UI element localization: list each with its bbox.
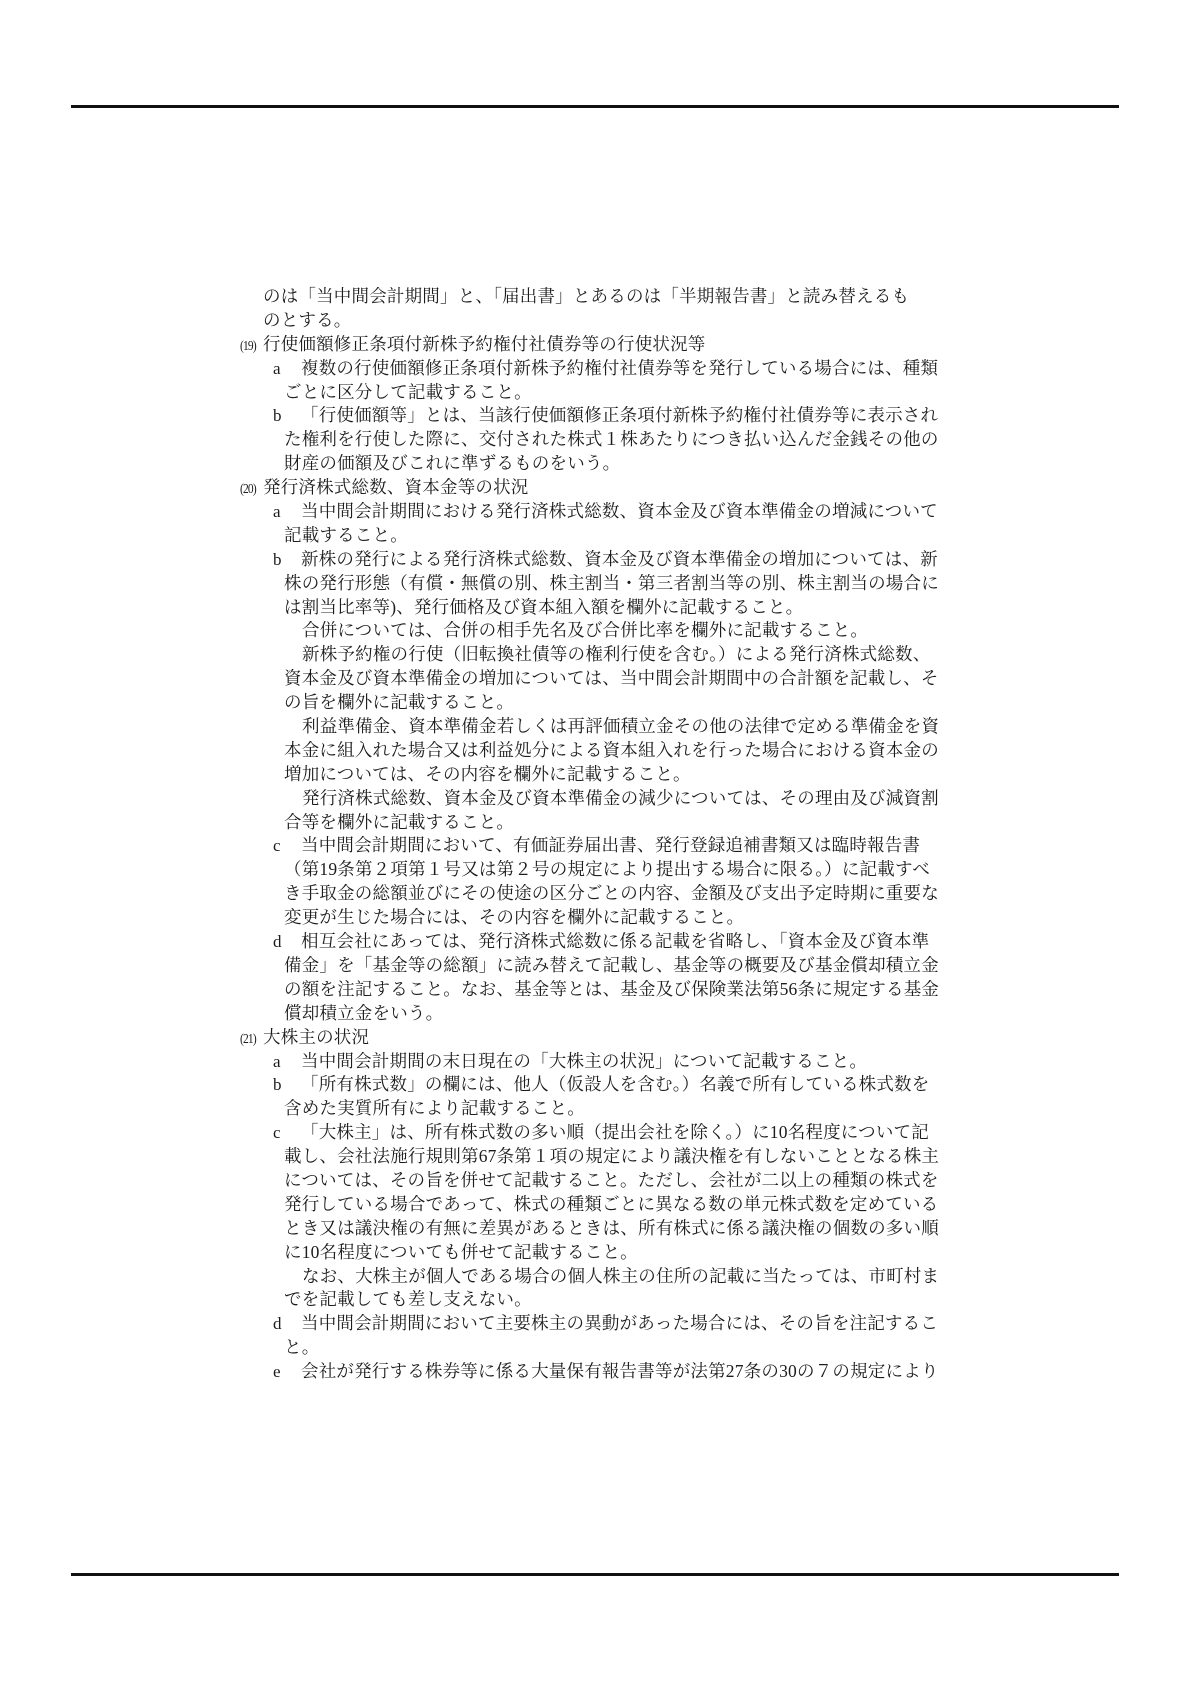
text-line xyxy=(0,1360,1192,1384)
text-line-content: 資本金及び資本準備金の増加については、当中間会計期間中の合計額を記載し、そ xyxy=(284,668,939,689)
sub-item-letter: e xyxy=(273,1362,281,1382)
sub-item-letter: d xyxy=(273,1314,282,1334)
sub-item-letter: b xyxy=(273,1075,282,1095)
text-line-content: 会社が発行する株券等に係る大量保有報告書等が法第27条の30の７の規定により xyxy=(301,1361,939,1382)
text-line xyxy=(0,1073,1192,1097)
text-line xyxy=(0,428,1192,452)
text-line xyxy=(0,285,1192,309)
text-line-content: 新株の発行による発行済株式総数、資本金及び資本準備金の増加については、新 xyxy=(301,548,938,569)
text-line-content: の旨を欄外に記載すること。 xyxy=(284,692,515,713)
text-line xyxy=(0,1312,1192,1336)
sub-item-letter: a xyxy=(273,358,281,378)
text-line-content: 複数の行使価額修正条項付新株予約権付社債券等を発行している場合には、種類 xyxy=(301,357,939,378)
text-line xyxy=(0,1169,1192,1193)
text-line xyxy=(0,357,1192,381)
sub-item-letter: a xyxy=(273,502,281,522)
text-line-content: の額を注記すること。なお、基金等とは、基金及び保険業法第56条に規定する基金 xyxy=(284,978,940,999)
page-top-rule xyxy=(71,105,1119,108)
text-line xyxy=(0,834,1192,858)
text-line-content: とき又は議決権の有無に差異があるときは、所有株式に係る議決権の個数の多い順 xyxy=(284,1217,939,1238)
text-line-content: は割当比率等)、発行価格及び資本組入額を欄外に記載すること。 xyxy=(284,596,804,617)
sub-item-letter: c xyxy=(273,836,281,856)
text-line xyxy=(0,882,1192,906)
text-line-content: 大株主の状況 xyxy=(263,1026,370,1047)
text-line xyxy=(0,954,1192,978)
text-line-content: 合等を欄外に記載すること。 xyxy=(284,811,515,832)
item-number: (19) xyxy=(240,338,256,354)
sub-item-letter: b xyxy=(273,406,282,426)
text-line xyxy=(0,1336,1192,1360)
sub-item-letter: c xyxy=(273,1123,281,1143)
text-line xyxy=(0,906,1192,930)
text-line-content: でを記載しても差し支えない。 xyxy=(284,1289,532,1310)
text-line-content: 株の発行形態（有償・無償の別、株主割当・第三者割当等の別、株主割当の場合に xyxy=(284,572,939,593)
text-line-content: 新株予約権の行使（旧転換社債等の権利行使を含む。）による発行済株式総数、 xyxy=(302,644,931,665)
text-line xyxy=(0,739,1192,763)
text-line xyxy=(0,715,1192,739)
text-line xyxy=(0,548,1192,572)
page-bottom-rule xyxy=(71,1573,1119,1576)
text-line xyxy=(0,858,1192,882)
text-line-content: 変更が生じた場合には、その内容を欄外に記載すること。 xyxy=(284,907,745,928)
sub-item-letter: d xyxy=(273,932,282,952)
text-line xyxy=(0,1265,1192,1289)
text-line-content: 発行済株式総数、資本金等の状況 xyxy=(263,477,529,498)
text-line-content: 当中間会計期間において、有価証券届出書、発行登録追補書類又は臨時報告書 xyxy=(301,835,921,856)
text-line xyxy=(0,667,1192,691)
text-line xyxy=(0,1097,1192,1121)
text-line-content: 「所有株式数」の欄には、他人（仮設人を含む。）名義で所有している株式数を xyxy=(301,1074,930,1095)
text-line-content: と。 xyxy=(284,1337,320,1358)
text-line xyxy=(0,476,1192,500)
sub-item-letter: a xyxy=(273,1051,281,1071)
text-line xyxy=(0,596,1192,620)
text-line xyxy=(0,381,1192,405)
text-line xyxy=(0,1145,1192,1169)
text-line xyxy=(0,1217,1192,1241)
text-line xyxy=(0,1121,1192,1145)
text-line-content: 当中間会計期間の末日現在の「大株主の状況」について記載すること。 xyxy=(301,1050,868,1071)
text-line-content: 載し、会社法施行規則第67条第１項の規定により議決権を有しないこととなる株主 xyxy=(284,1146,940,1167)
text-line-content: 発行している場合であって、株式の種類ごとに異なる数の単元株式数を定めている xyxy=(284,1193,939,1214)
text-line-content: （第19条第２項第１号又は第２号の規定により提出する場合に限る。）に記載すべ xyxy=(284,859,930,880)
text-line xyxy=(0,619,1192,643)
text-line xyxy=(0,309,1192,333)
text-line-content: 増加については、その内容を欄外に記載すること。 xyxy=(284,763,691,784)
text-line xyxy=(0,811,1192,835)
text-line-content: については、その旨を併せて記載すること。ただし、会社が二以上の種類の株式を xyxy=(284,1169,939,1190)
text-line-content: た権利を行使した際に、交付された株式１株あたりにつき払い込んだ金銭その他の xyxy=(284,429,939,450)
text-line-content: 当中間会計期間における発行済株式総数、資本金及び資本準備金の増減について xyxy=(301,501,938,522)
text-line-content: のは「当中間会計期間」と、「届出書」とあるのは「半期報告書」と読み替えるも xyxy=(263,286,910,306)
text-line xyxy=(0,572,1192,596)
text-line-content: 合併については、合併の相手先名及び合併比率を欄外に記載すること。 xyxy=(302,620,869,641)
text-line-content: 当中間会計期間において主要株主の異動があった場合には、その旨を注記するこ xyxy=(301,1313,939,1334)
text-line xyxy=(0,452,1192,476)
text-line-content: ごとに区分して記載すること。 xyxy=(284,381,532,402)
text-line-content: 本金に組入れた場合又は利益処分による資本組入れを行った場合における資本金の xyxy=(284,739,939,760)
text-line-content: 財産の価額及びこれに準ずるものをいう。 xyxy=(284,453,621,474)
text-line xyxy=(0,1050,1192,1074)
text-line-content: 「大株主」は、所有株式数の多い順（提出会社を除く。）に10名程度について記 xyxy=(301,1122,929,1143)
text-line xyxy=(0,1002,1192,1026)
text-line xyxy=(0,691,1192,715)
text-line-content: 発行済株式総数、資本金及び資本準備金の減少については、その理由及び減資割 xyxy=(302,787,939,808)
item-number: (21) xyxy=(240,1031,256,1047)
text-line-content: き手取金の総額並びにその使途の区分ごとの内容、金額及び支出予定時期に重要な xyxy=(284,883,939,904)
text-line-content: 行使価額修正条項付新株予約権付社債券等の行使状況等 xyxy=(263,333,706,354)
text-line xyxy=(0,930,1192,954)
text-line-content: 償却積立金をいう。 xyxy=(284,1002,444,1023)
sub-item-letter: b xyxy=(273,549,282,569)
text-line xyxy=(0,1193,1192,1217)
text-line xyxy=(0,763,1192,787)
text-line-content: のとする。 xyxy=(263,309,352,330)
text-line-content: 相互会社にあっては、発行済株式総数に係る記載を省略し、「資本金及び資本準 xyxy=(301,931,930,952)
text-line-content: に10名程度についても併せて記載すること。 xyxy=(284,1241,638,1262)
text-line-content: 含めた実質所有により記載すること。 xyxy=(284,1098,585,1119)
text-line xyxy=(0,1288,1192,1312)
text-line-content: 記載すること。 xyxy=(284,524,408,545)
text-line-content: 「行使価額等」とは、当該行使価額修正条項付新株予約権付社債券等に表示され xyxy=(301,405,939,426)
text-line-content: なお、大株主が個人である場合の個人株主の住所の記載に当たっては、市町村ま xyxy=(302,1265,940,1286)
regulation-text-block xyxy=(0,285,1192,1384)
text-line xyxy=(0,333,1192,357)
text-line xyxy=(0,643,1192,667)
text-line xyxy=(0,978,1192,1002)
text-line xyxy=(0,787,1192,811)
text-line-content: 利益準備金、資本準備金若しくは再評価積立金その他の法律で定める準備金を資 xyxy=(302,716,940,737)
text-line xyxy=(0,524,1192,548)
text-line xyxy=(0,404,1192,428)
text-line xyxy=(0,1241,1192,1265)
text-line-content: 備金」を「基金等の総額」に読み替えて記載し、基金等の概要及び基金償却積立金 xyxy=(284,954,939,975)
item-number: (20) xyxy=(240,482,256,498)
text-line xyxy=(0,1026,1192,1050)
text-line xyxy=(0,500,1192,524)
